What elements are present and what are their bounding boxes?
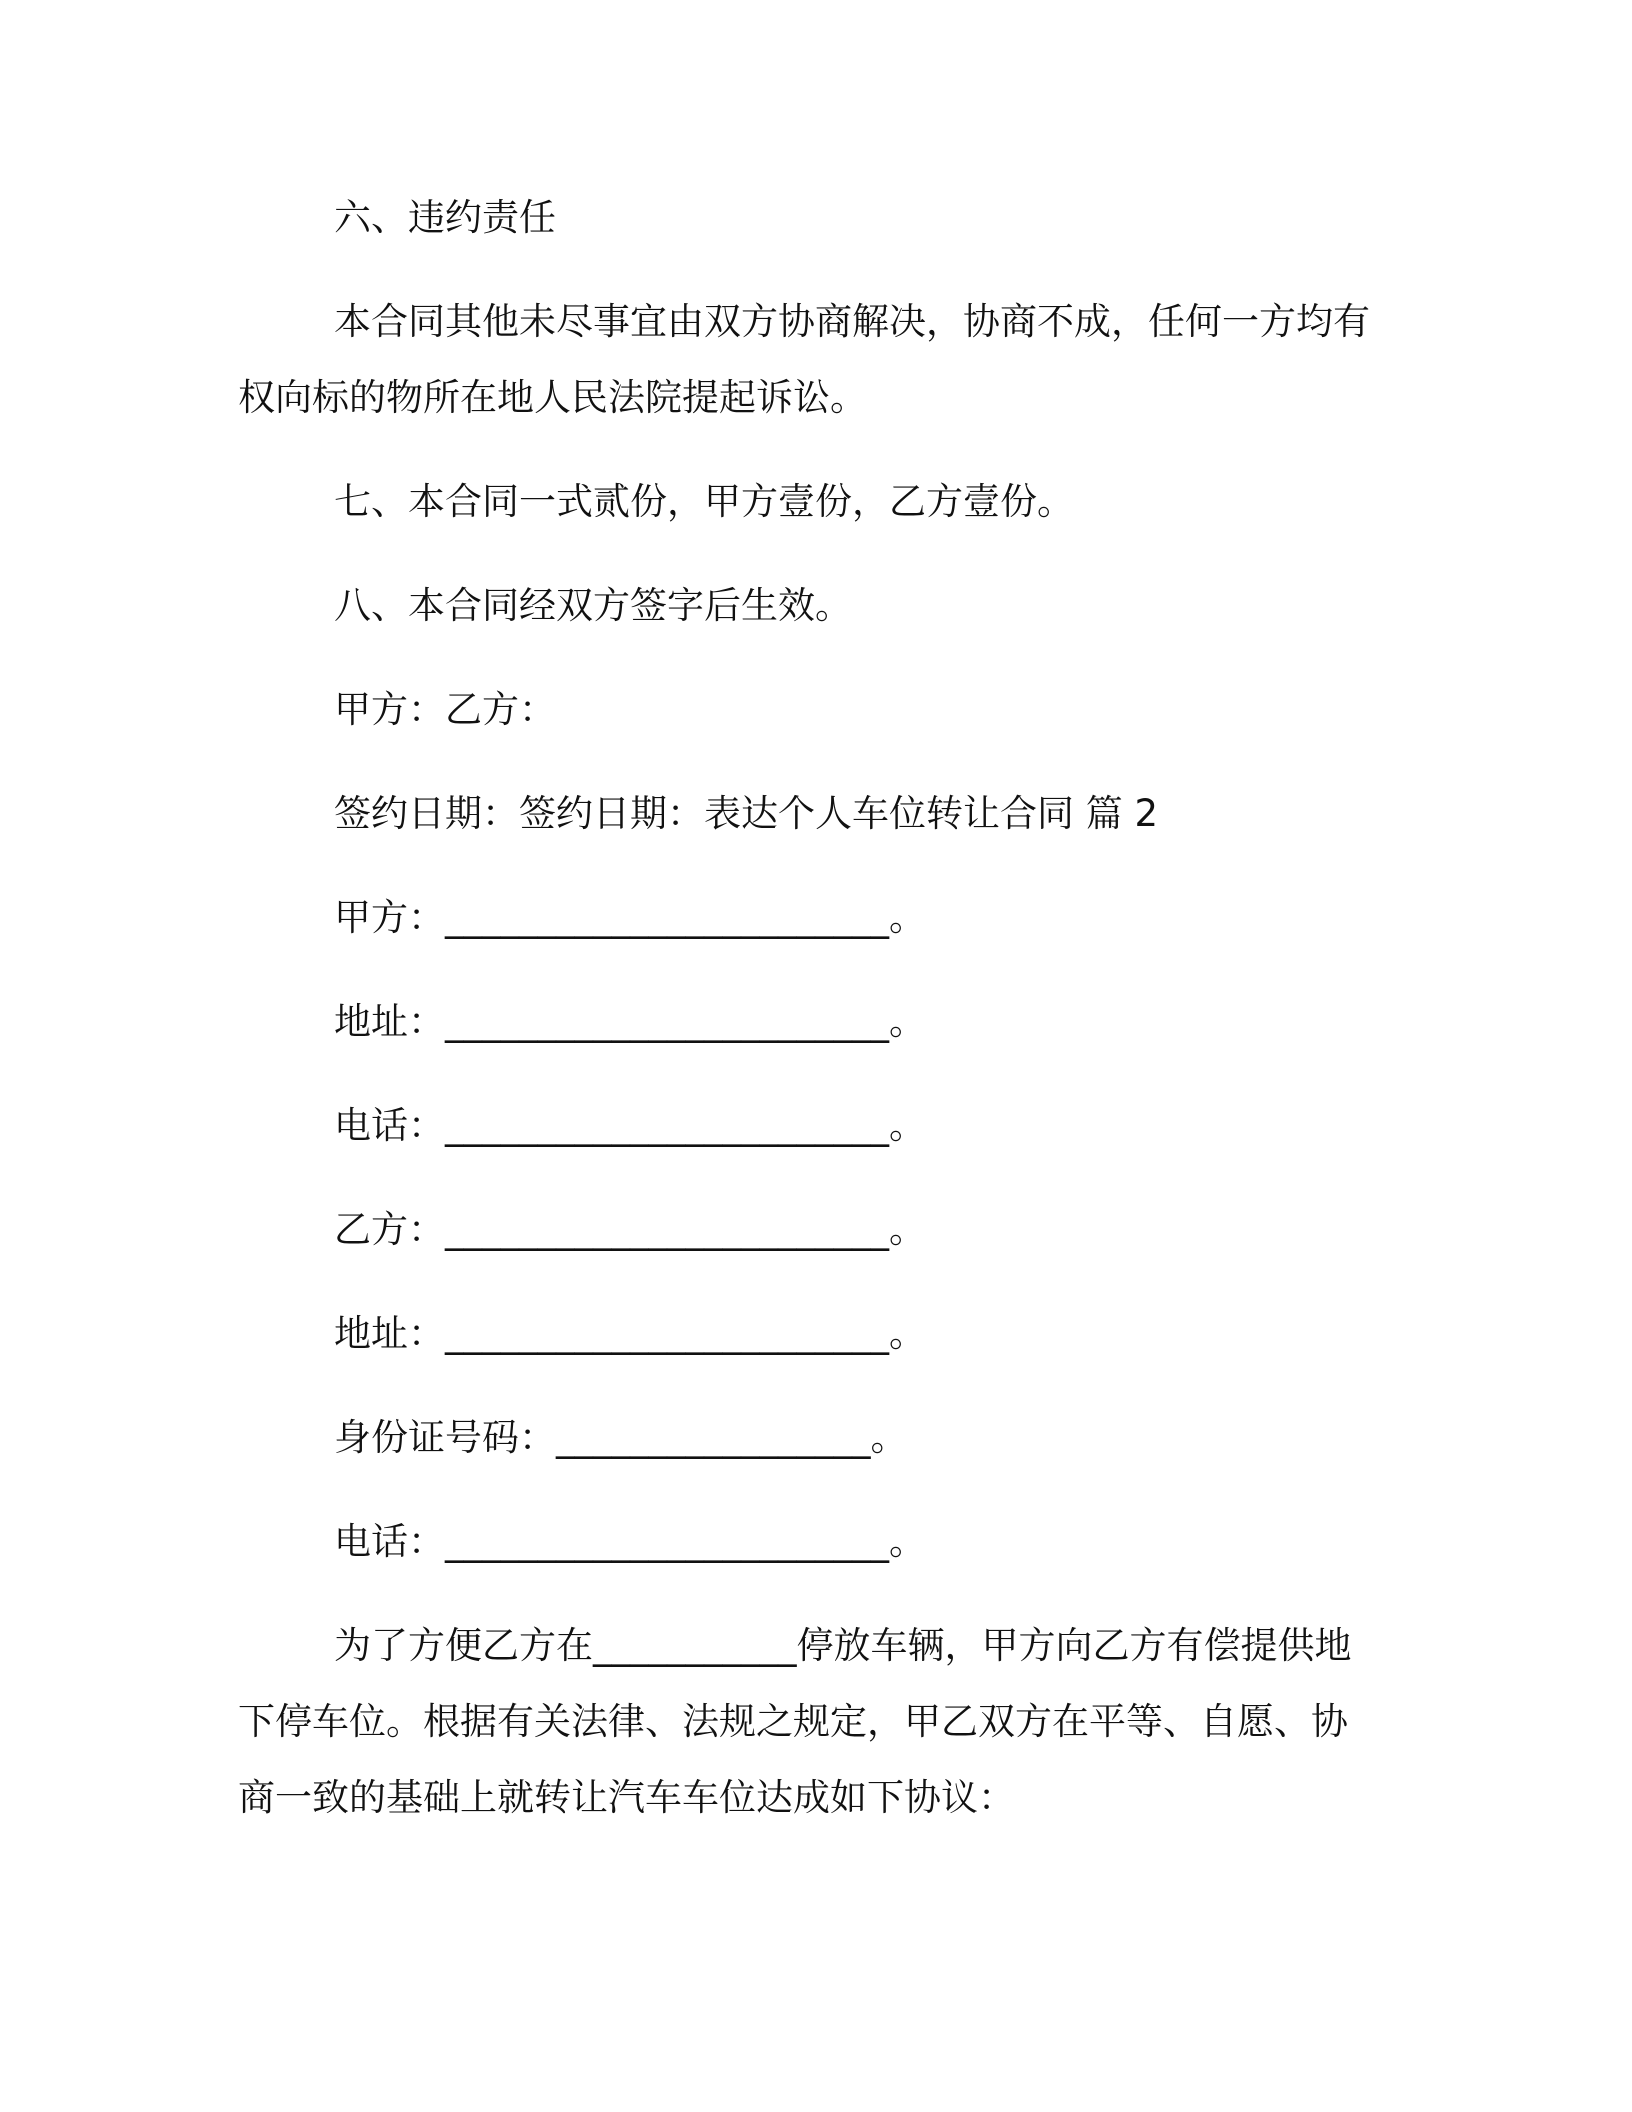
paragraph-line: 权向标的物所在地人民法院提起诉讼。	[238, 376, 867, 419]
signing-date-line: 签约日期：签约日期：表达个人车位转让合同 篇 2	[334, 792, 1159, 835]
party-b-address-field: 地址：________________________。	[334, 1312, 926, 1355]
clause-seven: 七、本合同一式贰份，甲方壹份，乙方壹份。	[334, 480, 1074, 523]
party-a-name-field: 甲方：________________________。	[334, 896, 926, 939]
paragraph-line: 下停车位。根据有关法律、法规之规定，甲乙双方在平等、自愿、协	[238, 1700, 1348, 1743]
signature-parties: 甲方：乙方：	[334, 688, 556, 731]
paragraph-line: 为了方便乙方在___________停放车辆，甲方向乙方有偿提供地	[334, 1624, 1352, 1667]
section-heading-breach: 六、违约责任	[334, 196, 556, 239]
party-b-id-number-field: 身份证号码：_________________。	[334, 1416, 908, 1459]
party-b-name-field: 乙方：________________________。	[334, 1208, 926, 1251]
clause-eight: 八、本合同经双方签字后生效。	[334, 584, 852, 627]
party-a-address-field: 地址：________________________。	[334, 1000, 926, 1043]
paragraph-line: 商一致的基础上就转让汽车车位达成如下协议：	[238, 1776, 1015, 1819]
party-b-phone-field: 电话：________________________。	[334, 1520, 926, 1563]
party-a-phone-field: 电话：________________________。	[334, 1104, 926, 1147]
paragraph-line: 本合同其他未尽事宜由双方协商解决，协商不成，任何一方均有	[334, 300, 1370, 343]
